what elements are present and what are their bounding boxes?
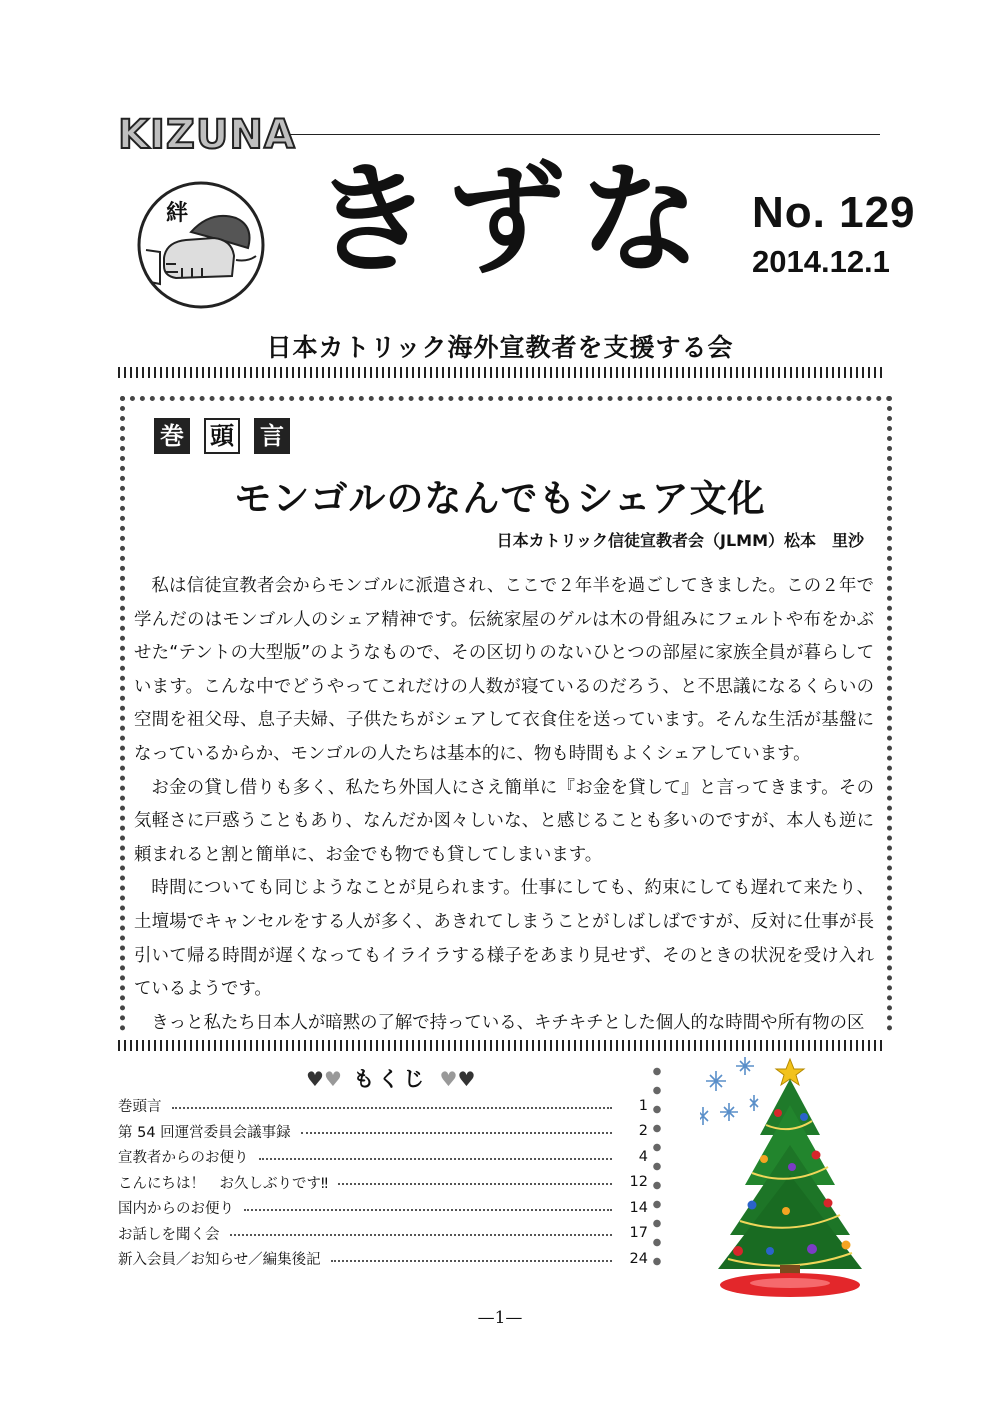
badge-char-1: 巻 [154, 418, 190, 454]
article-paragraph: 私は信徒宣教者会からモンゴルに派遣され、ここで２年半を過ごしてきました。この２年で学んだのはモンゴル人のシェア精神です。伝統家屋のゲルは木の骨組みにフェルトや布をかぶせた“テントの大型版”のようなもので、その区切りのないひとつの部屋に家族全員が暮らしています。こんな中でどうやってこれだけの人数が寝ているのだろう、と不思議になるくらいの空間を祖父母、息子夫婦、子供たちがシェアして衣食住を送っています。そんな生活が基盤になっているからか、モンゴルの人たちは基本的に、物も時間もよくシェアしています。 [134, 576, 874, 764]
issue-number: No. 129 [752, 188, 916, 237]
toc-row[interactable] [118, 1170, 648, 1196]
emblem-character: 絆 [166, 201, 189, 226]
toc-label: 国内からのお便り [118, 1201, 234, 1218]
toc-leader [338, 1183, 612, 1185]
organization-subtitle: 日本カトリック海外宣教者を支援する会 [266, 333, 734, 362]
article-title: モンゴルのなんでもシェア文化 [234, 476, 766, 520]
toc-label: お話しを聞く会 [118, 1226, 220, 1243]
article-paragraph: 時間についても同じようなことが見られます。仕事にしても、約束にしても遅れて来たり、土壇場でキャンセルをする人が多く、あきれてしまうことがしばしばですが、反対に仕事が長引いて帰る時間が遅くなってもイライラする様子をあまり見せず、そのときの状況を受け入れているようです。 [134, 878, 874, 1000]
badge-char-2: 頭 [204, 418, 240, 454]
toc-leader [301, 1132, 612, 1134]
page-number: —1— [477, 1308, 523, 1328]
toc-page: 14 [629, 1199, 648, 1216]
table-of-contents [118, 1093, 648, 1272]
toc-leader [259, 1158, 613, 1160]
toc-page: 12 [629, 1174, 648, 1191]
toc-label: 第 54 回運営委員会議事録 [118, 1124, 291, 1141]
toc-row[interactable] [118, 1221, 648, 1247]
newsletter-title: きずな [312, 149, 714, 290]
christmas-tree-illustration [700, 1055, 880, 1300]
toc-row[interactable] [118, 1119, 648, 1145]
toc-page: 24 [629, 1250, 648, 1267]
article-author: 日本カトリック信徒宣教者会（JLMM）松本 里沙 [496, 531, 864, 550]
toc-heading [306, 1063, 475, 1093]
toc-label: 宣教者からのお便り [118, 1150, 249, 1167]
toc-row[interactable] [118, 1195, 648, 1221]
article-body [134, 570, 874, 1040]
toc-label: こんにちは！ お久しぶりです‼ [118, 1175, 329, 1192]
header-rule [290, 134, 880, 135]
toc-leader [172, 1107, 613, 1109]
kizuna-emblem-logo [136, 180, 266, 310]
hearts-left-icon: ♥♥ [306, 1067, 342, 1091]
toc-row[interactable] [118, 1246, 648, 1272]
issue-date: 2014.12.1 [752, 244, 890, 279]
vertical-dot-divider [653, 1062, 661, 1272]
toc-label: 巻頭言 [118, 1099, 162, 1116]
toc-leader [244, 1209, 612, 1211]
article-paragraph: お金の貸し借りも多く、私たち外国人にさえ簡単に『お金を貸して』と言ってきます。その気軽さに戸惑うこともあり、なんだか図々しいな、と感じることも多いのですが、本人も逆に頼まれると割と簡単に、お金でも物でも貸してしまいます。 [134, 777, 874, 865]
hearts-right-icon: ♥♥ [439, 1067, 476, 1091]
toc-label: 新入会員／お知らせ／編集後記 [118, 1252, 321, 1269]
toc-page: 4 [638, 1148, 648, 1165]
article-paragraph: きっと私たち日本人が暗黙の了解で持っている、キチキチとした個人的な時間や所有物の区 [151, 1012, 865, 1033]
toc-page: 1 [638, 1097, 648, 1114]
toc-page: 17 [629, 1225, 648, 1242]
toc-leader [331, 1260, 612, 1262]
top-tick-divider [118, 367, 882, 378]
toc-leader [230, 1234, 613, 1236]
bottom-tick-divider [118, 1040, 882, 1051]
kizuna-logo: KIZUNA [118, 112, 296, 158]
toc-heading-text: もくじ [353, 1067, 429, 1091]
toc-row[interactable] [118, 1144, 648, 1170]
toc-page: 2 [638, 1123, 648, 1140]
toc-row[interactable] [118, 1093, 648, 1119]
badge-char-3: 言 [254, 418, 290, 454]
snowflake-icon [700, 1057, 758, 1125]
